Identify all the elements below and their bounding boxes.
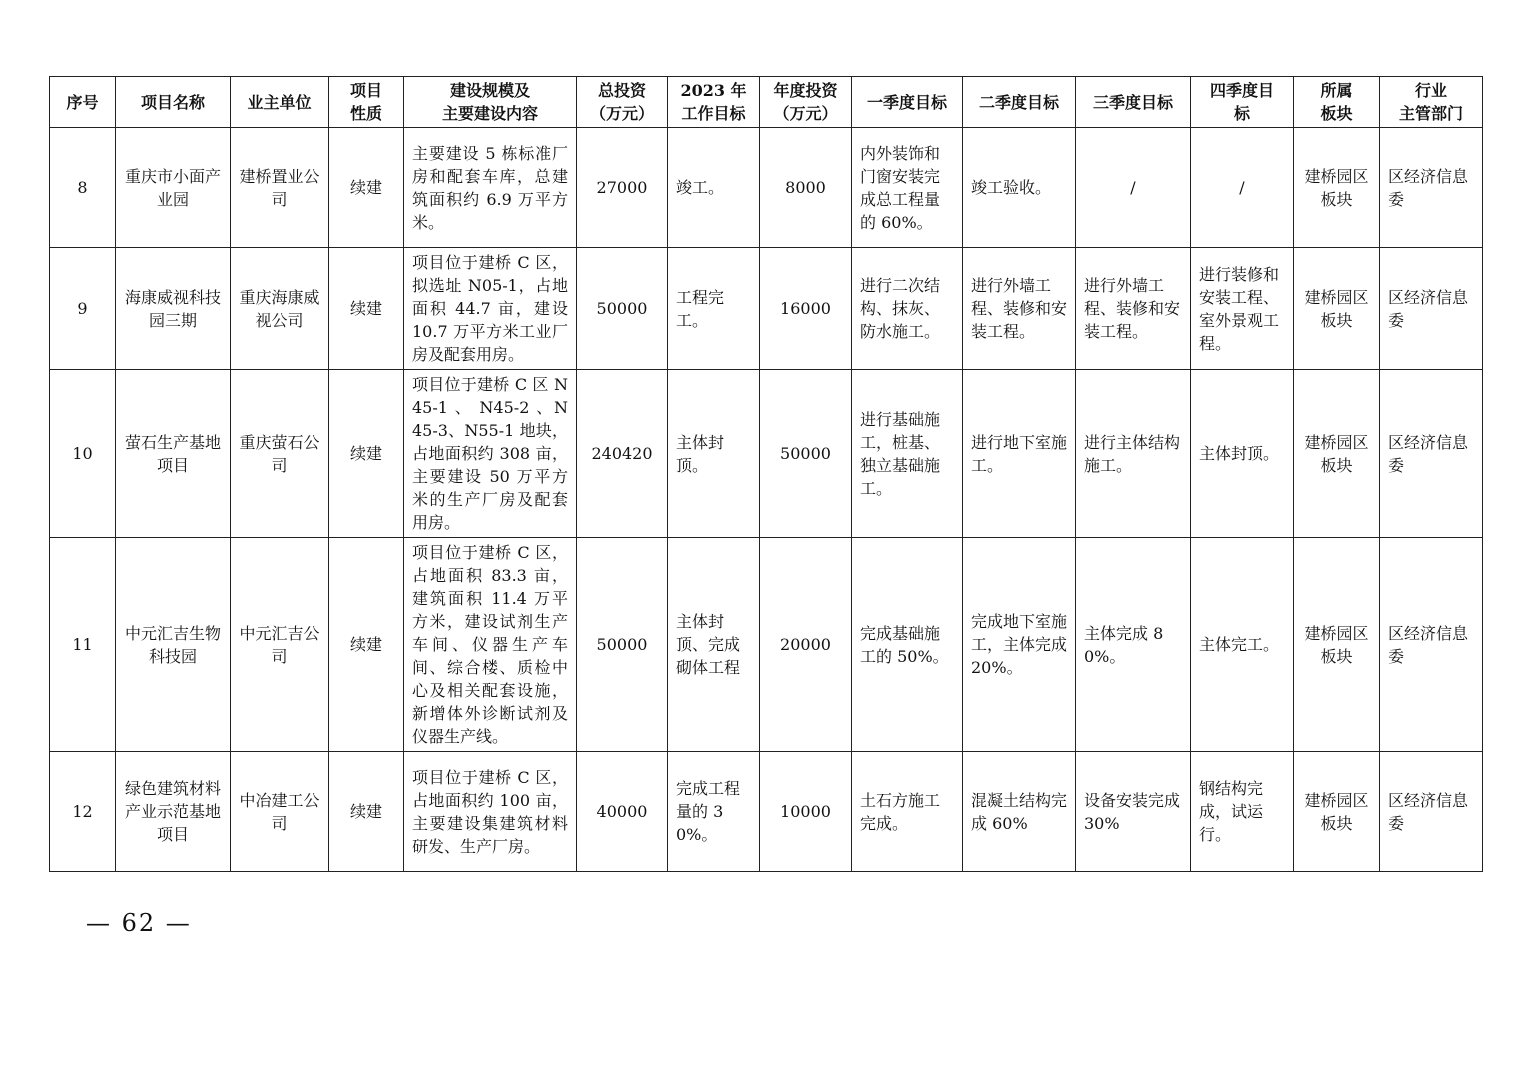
cell-q4: 主体封顶。 bbox=[1191, 370, 1294, 538]
cell-total: 240420 bbox=[577, 370, 668, 538]
cell-annual: 50000 bbox=[760, 370, 852, 538]
header-row bbox=[50, 77, 1483, 128]
cell-goal2023: 主体封顶。 bbox=[668, 370, 760, 538]
header-cell-annual: 年度投资 （万元） bbox=[760, 77, 852, 128]
cell-content: 项目位于建桥 C 区，占地面积 83.3 亩，建筑面积 11.4 万平方米，建设试剂生产车间、仪器生产车间、综合楼、质检中心及相关配套设施，新增体外诊断试剂及仪器生产线。 bbox=[404, 538, 577, 752]
cell-nature: 续建 bbox=[329, 128, 404, 248]
cell-annual: 16000 bbox=[760, 248, 852, 370]
cell-q1: 进行二次结构、抹灰、防水施工。 bbox=[852, 248, 963, 370]
cell-goal2023: 完成工程量的 30%。 bbox=[668, 752, 760, 872]
cell-owner: 中元汇吉公司 bbox=[231, 538, 329, 752]
page-number: — 62 — bbox=[86, 909, 192, 937]
cell-q2: 完成地下室施工，主体完成 20%。 bbox=[963, 538, 1076, 752]
cell-q4: 主体完工。 bbox=[1191, 538, 1294, 752]
cell-nature: 续建 bbox=[329, 752, 404, 872]
cell-q4: 钢结构完成，试运行。 bbox=[1191, 752, 1294, 872]
cell-nature: 续建 bbox=[329, 248, 404, 370]
header-cell-total: 总投资 （万元） bbox=[577, 77, 668, 128]
table-body bbox=[50, 128, 1483, 872]
project-plan-table bbox=[49, 76, 1483, 872]
cell-q1: 内外装饰和门窗安装完成总工程量的 60%。 bbox=[852, 128, 963, 248]
cell-goal2023: 主体封顶、完成砌体工程 bbox=[668, 538, 760, 752]
header-cell-name: 项目名称 bbox=[116, 77, 231, 128]
table-header bbox=[50, 77, 1483, 128]
cell-no: 9 bbox=[50, 248, 116, 370]
cell-content: 项目位于建桥 C 区，占地面积约 100 亩，主要建设集建筑材料研发、生产厂房。 bbox=[404, 752, 577, 872]
header-cell-sector: 所属 板块 bbox=[1294, 77, 1380, 128]
cell-q3: 设备安装完成 30% bbox=[1076, 752, 1191, 872]
table-row bbox=[50, 370, 1483, 538]
cell-owner: 重庆海康威视公司 bbox=[231, 248, 329, 370]
cell-q4: / bbox=[1191, 128, 1294, 248]
table-row bbox=[50, 128, 1483, 248]
cell-goal2023: 竣工。 bbox=[668, 128, 760, 248]
cell-total: 40000 bbox=[577, 752, 668, 872]
cell-q3: 进行外墙工程、装修和安装工程。 bbox=[1076, 248, 1191, 370]
cell-dept: 区经济信息委 bbox=[1380, 128, 1483, 248]
cell-total: 50000 bbox=[577, 248, 668, 370]
header-cell-no: 序号 bbox=[50, 77, 116, 128]
cell-owner: 重庆萤石公司 bbox=[231, 370, 329, 538]
cell-q2: 混凝土结构完成 60% bbox=[963, 752, 1076, 872]
cell-q3: 主体完成 80%。 bbox=[1076, 538, 1191, 752]
cell-no: 12 bbox=[50, 752, 116, 872]
cell-goal2023: 工程完工。 bbox=[668, 248, 760, 370]
header-cell-dept: 行业 主管部门 bbox=[1380, 77, 1483, 128]
cell-nature: 续建 bbox=[329, 370, 404, 538]
cell-dept: 区经济信息委 bbox=[1380, 752, 1483, 872]
cell-annual: 10000 bbox=[760, 752, 852, 872]
table-row bbox=[50, 538, 1483, 752]
header-cell-q2: 二季度目标 bbox=[963, 77, 1076, 128]
cell-name: 重庆市小面产业园 bbox=[116, 128, 231, 248]
cell-owner: 中冶建工公司 bbox=[231, 752, 329, 872]
header-cell-q1: 一季度目标 bbox=[852, 77, 963, 128]
cell-name: 海康威视科技园三期 bbox=[116, 248, 231, 370]
cell-nature: 续建 bbox=[329, 538, 404, 752]
cell-sector: 建桥园区板块 bbox=[1294, 370, 1380, 538]
cell-dept: 区经济信息委 bbox=[1380, 370, 1483, 538]
cell-q2: 竣工验收。 bbox=[963, 128, 1076, 248]
cell-q3: 进行主体结构施工。 bbox=[1076, 370, 1191, 538]
cell-annual: 8000 bbox=[760, 128, 852, 248]
cell-q2: 进行外墙工程、装修和安装工程。 bbox=[963, 248, 1076, 370]
header-cell-content: 建设规模及 主要建设内容 bbox=[404, 77, 577, 128]
header-cell-owner: 业主单位 bbox=[231, 77, 329, 128]
cell-content: 项目位于建桥 C 区 N45-1 、 N45-2 、N45-3、N55-1 地块，占地面积约 308 亩，主要建设 50 万平方米的生产厂房及配套用房。 bbox=[404, 370, 577, 538]
header-cell-nature: 项目 性质 bbox=[329, 77, 404, 128]
cell-dept: 区经济信息委 bbox=[1380, 248, 1483, 370]
cell-content: 项目位于建桥 C 区，拟选址 N05-1，占地面积 44.7 亩，建设 10.7 万平方米工业厂房及配套用房。 bbox=[404, 248, 577, 370]
cell-name: 绿色建筑材料产业示范基地项目 bbox=[116, 752, 231, 872]
cell-sector: 建桥园区板块 bbox=[1294, 248, 1380, 370]
cell-total: 27000 bbox=[577, 128, 668, 248]
header-cell-q3: 三季度目标 bbox=[1076, 77, 1191, 128]
table-row bbox=[50, 248, 1483, 370]
cell-name: 萤石生产基地项目 bbox=[116, 370, 231, 538]
header-cell-goal2023: 2023 年 工作目标 bbox=[668, 77, 760, 128]
cell-q1: 进行基础施工，桩基、独立基础施工。 bbox=[852, 370, 963, 538]
cell-name: 中元汇吉生物科技园 bbox=[116, 538, 231, 752]
cell-q2: 进行地下室施工。 bbox=[963, 370, 1076, 538]
project-table-container bbox=[49, 76, 1482, 872]
cell-annual: 20000 bbox=[760, 538, 852, 752]
cell-dept: 区经济信息委 bbox=[1380, 538, 1483, 752]
cell-q4: 进行装修和安装工程、室外景观工程。 bbox=[1191, 248, 1294, 370]
cell-no: 11 bbox=[50, 538, 116, 752]
cell-no: 10 bbox=[50, 370, 116, 538]
cell-sector: 建桥园区板块 bbox=[1294, 538, 1380, 752]
cell-sector: 建桥园区板块 bbox=[1294, 128, 1380, 248]
cell-total: 50000 bbox=[577, 538, 668, 752]
cell-q3: / bbox=[1076, 128, 1191, 248]
cell-q1: 土石方施工完成。 bbox=[852, 752, 963, 872]
table-row bbox=[50, 752, 1483, 872]
header-cell-q4: 四季度目 标 bbox=[1191, 77, 1294, 128]
cell-no: 8 bbox=[50, 128, 116, 248]
cell-owner: 建桥置业公司 bbox=[231, 128, 329, 248]
cell-sector: 建桥园区板块 bbox=[1294, 752, 1380, 872]
cell-content: 主要建设 5 栋标准厂房和配套车库，总建筑面积约 6.9 万平方米。 bbox=[404, 128, 577, 248]
cell-q1: 完成基础施工的 50%。 bbox=[852, 538, 963, 752]
